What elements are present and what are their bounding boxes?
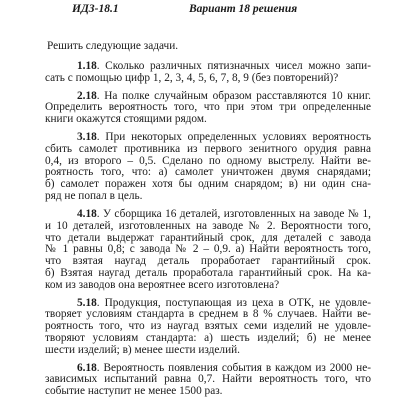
problem-line: сбить самолет противника из первого зенитного орудия равна xyxy=(45,142,371,155)
problem-1-18 xyxy=(45,61,371,85)
problem-line: ком из заводов она вероятнее всего изготовлена? xyxy=(45,278,280,291)
problem-line: зависимых испытаний равна 0,7. Найти вероятность того, что xyxy=(45,373,371,386)
problem-number: 6.18 xyxy=(77,361,97,374)
instructions-text: Решить следующие задачи. xyxy=(47,40,179,52)
variant-title: Вариант 18 решения xyxy=(189,3,298,15)
problem-line: . Вероятность появления события в каждом из 2000 не- xyxy=(96,361,371,374)
problem-line: № 1 равны 0,8; с завода № 2 – 0,9. а) Найти вероятность того, xyxy=(45,243,371,256)
assignment-code: ИДЗ-18.1 xyxy=(72,3,119,15)
problem-2-18 xyxy=(45,91,371,126)
problem-line: что взятая наугад деталь проработает гарантийный срок. xyxy=(45,255,371,268)
problem-number: 4.18 xyxy=(77,207,97,220)
problem-line: книги окажутся стоящими рядом. xyxy=(45,113,207,126)
problem-number: 5.18 xyxy=(77,296,97,309)
problem-line: . У сборщика 16 деталей, изготовленных на заводе № 1, xyxy=(96,207,371,220)
problem-line: что детали выдержат гарантийный срок, для деталей с завода xyxy=(45,231,371,244)
problem-6-18 xyxy=(45,363,371,398)
problem-line: роятность того, что: а) самолет уничтожен двумя снарядами; xyxy=(45,166,371,179)
problem-number: 1.18 xyxy=(77,60,97,72)
problem-line: роятность того, что из наугад взятых семи изделий не удовле- xyxy=(45,320,371,333)
problem-line: творяют условиям стандарта: а) шесть изделий; б) не менее xyxy=(45,331,371,344)
problem-number: 3.18 xyxy=(77,131,97,144)
problem-line: творяет условиям стандарта в среднем в 8 % случаев. Найти ве- xyxy=(45,308,371,321)
problem-5-18 xyxy=(45,298,371,357)
problem-line: . Продукция, поступающая из цеха в ОТК, не удовле- xyxy=(96,296,371,309)
problem-line: . При некоторых определенных условиях вероятность xyxy=(96,131,371,144)
problem-line: сать с помощью цифр 1, 2, 3, 4, 5, 6, 7, 8, 9 (без повторений)? xyxy=(45,71,339,84)
problem-line: 0,4, из второго – 0,5. Сделано по одному выстрелу. Найти ве- xyxy=(45,154,371,167)
problem-3-18 xyxy=(45,132,371,203)
problem-line: . Сколько различных пятизначных чисел можно запи- xyxy=(96,60,371,72)
problem-number: 2.18 xyxy=(77,89,97,102)
page-header xyxy=(0,3,400,19)
problem-line: ряд не попал в цель. xyxy=(45,190,143,203)
problem-line: . На полке случайным образом расставляются 10 книг. xyxy=(96,89,371,102)
problem-line: б) Взятая наугад деталь проработала гарантийный срок. На ка- xyxy=(45,266,371,279)
problem-line: и 10 деталей, изготовленных на заводе № 2. Вероятности того, xyxy=(45,219,371,232)
problem-4-18 xyxy=(45,209,371,292)
problem-line: событие наступит не менее 1500 раз. xyxy=(45,385,223,398)
problem-line: шести изделий; в) менее шести изделий. xyxy=(45,343,240,356)
problem-line: Определить вероятность того, что при этом три определенные xyxy=(45,101,371,114)
problem-line: б) самолет поражен хотя бы одним снарядом; в) ни один сна- xyxy=(45,178,371,191)
